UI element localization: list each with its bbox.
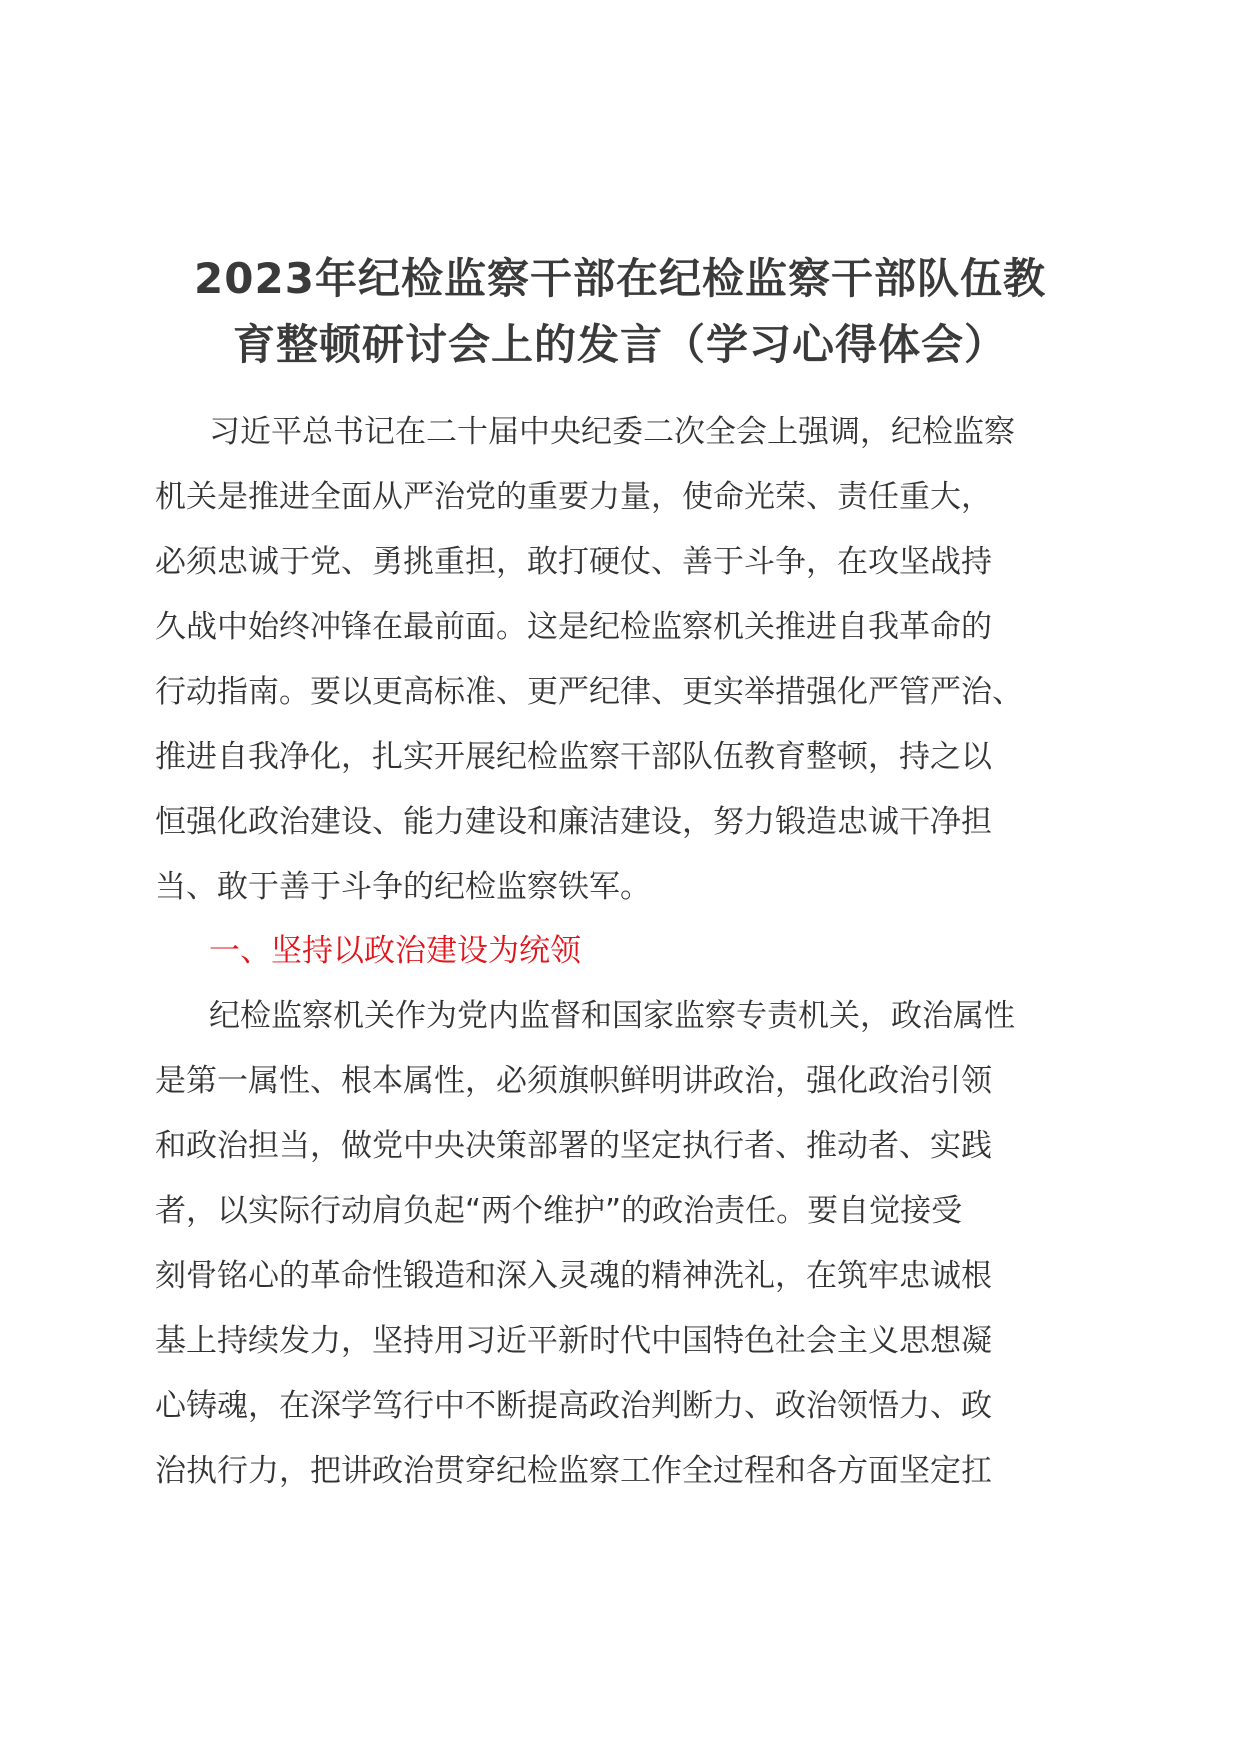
paragraph-line: 恒强化政治建设、能力建设和廉洁建设，努力锻造忠诚干净担	[155, 804, 992, 840]
paragraph-line: 久战中始终冲锋在最前面。这是纪检监察机关推进自我革命的	[155, 609, 992, 645]
section-heading: 一、坚持以政治建设为统领	[209, 933, 581, 969]
document-title	[150, 246, 1090, 378]
section-paragraph	[155, 984, 1085, 1504]
paragraph-line: 必须忠诚于党、勇挑重担，敢打硬仗、善于斗争，在攻坚战持	[155, 544, 992, 580]
paragraph-line: 推进自我净化，扎实开展纪检监察干部队伍教育整顿，持之以	[155, 739, 992, 775]
paragraph-line: 和政治担当，做党中央决策部署的坚定执行者、推动者、实践	[155, 1128, 992, 1164]
paragraph-line: 是第一属性、根本属性，必须旗帜鲜明讲政治，强化政治引领	[155, 1063, 992, 1099]
paragraph-line: 习近平总书记在二十届中央纪委二次全会上强调，纪检监察	[209, 414, 1015, 450]
paragraph-line: 治执行力，把讲政治贯穿纪检监察工作全过程和各方面坚定扛	[155, 1453, 992, 1489]
paragraph-line: 心铸魂，在深学笃行中不断提高政治判断力、政治领悟力、政	[155, 1388, 992, 1424]
paragraph-line: 机关是推进全面从严治党的重要力量，使命光荣、责任重大，	[155, 479, 992, 515]
paragraph-line: 行动指南。要以更高标准、更严纪律、更实举措强化严管严治、	[155, 674, 1023, 710]
paragraph-line: 基上持续发力，坚持用习近平新时代中国特色社会主义思想凝	[155, 1323, 992, 1359]
paragraph-line: 刻骨铭心的革命性锻造和深入灵魂的精神洗礼，在筑牢忠诚根	[155, 1258, 992, 1294]
title-line-1: 2023年纪检监察干部在纪检监察干部队伍教	[194, 254, 1046, 303]
title-line-2: 育整顿研讨会上的发言（学习心得体会）	[232, 320, 1007, 369]
paragraph-line: 当、敢于善于斗争的纪检监察铁军。	[155, 869, 651, 905]
paragraph-line: 纪检监察机关作为党内监督和国家监察专责机关，政治属性	[209, 998, 1015, 1034]
paragraph-line: 者，以实际行动肩负起“两个维护”的政治责任。要自觉接受	[155, 1193, 963, 1229]
intro-paragraph	[155, 400, 1085, 920]
